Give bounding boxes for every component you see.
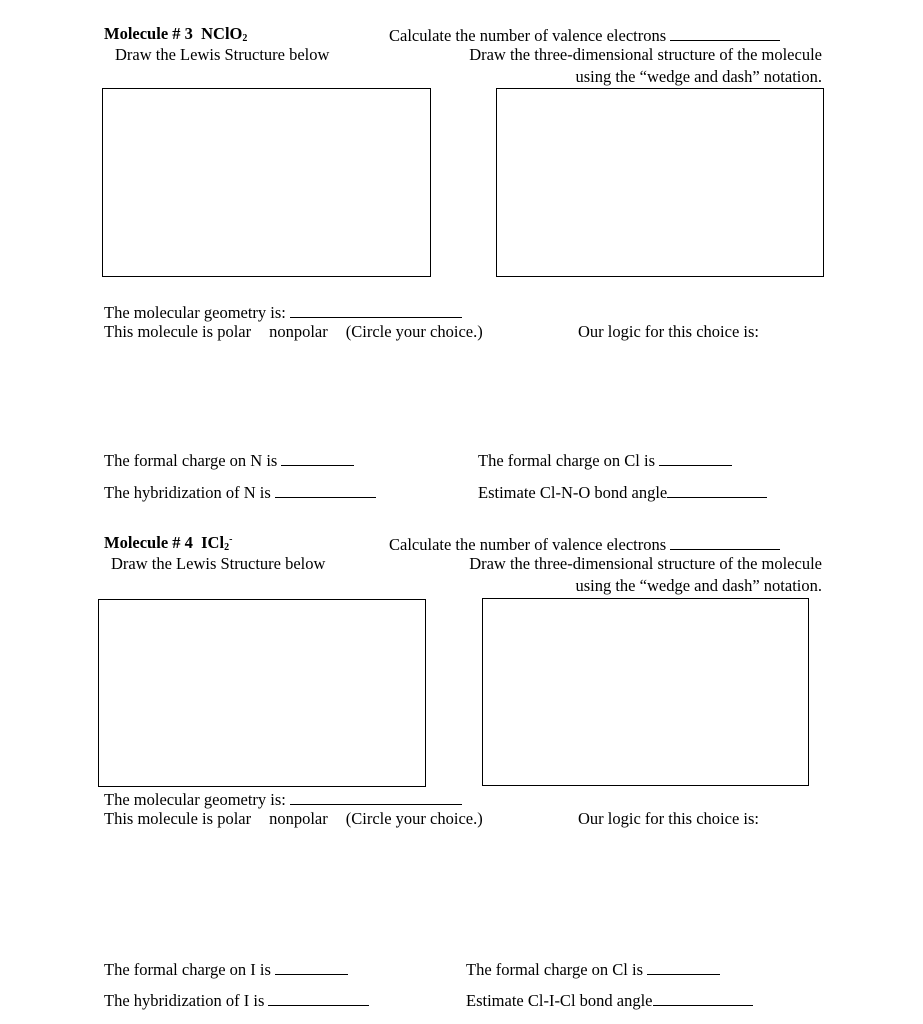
molecule3-lewis-instruction: Draw the Lewis Structure below — [115, 45, 330, 64]
molecule3-polarity-hint: (Circle your choice.) — [345, 322, 483, 341]
molecule4-formula: ICl — [201, 533, 225, 552]
molecule3-3d-instruction-line2: using the “wedge and dash” notation. — [575, 67, 822, 86]
molecule4-valence-label: Calculate the number of valence electrons — [389, 535, 667, 554]
molecule3-formal-charge-cl-blank[interactable] — [659, 451, 732, 466]
molecule4-bond-angle — [466, 991, 753, 1010]
molecule4-formal-charge-cl-blank[interactable] — [647, 960, 720, 975]
molecule4-geometry-label: The molecular geometry is: — [104, 790, 286, 809]
molecule4-valence-blank[interactable] — [670, 535, 780, 550]
molecule3-valence-label: Calculate the number of valence electrons — [389, 26, 667, 45]
molecule4-formula-charge: - — [229, 534, 233, 545]
molecule3-polarity-line — [104, 324, 483, 341]
molecule3-geometry-prompt — [104, 303, 462, 322]
molecule4-bond-angle-label: Estimate Cl-I-Cl bond angle — [466, 991, 653, 1010]
molecule4-hybridization — [104, 991, 369, 1010]
molecule3-3d-drawing-box[interactable] — [496, 88, 824, 277]
molecule4-hybridization-blank[interactable] — [268, 991, 369, 1006]
molecule3-valence-prompt — [389, 26, 780, 45]
molecule3-formal-charge-n-label: The formal charge on N is — [104, 451, 278, 470]
molecule4-lewis-drawing-box[interactable] — [98, 599, 426, 787]
molecule3-formal-charge-n-blank[interactable] — [281, 451, 354, 466]
molecule4-3d-drawing-box[interactable] — [482, 598, 809, 786]
molecule4-valence-prompt — [389, 535, 780, 554]
molecule3-logic-prompt: Our logic for this choice is: — [578, 322, 760, 341]
molecule4-polarity-line — [104, 811, 483, 828]
molecule4-3d-instruction-line2: using the “wedge and dash” notation. — [575, 576, 822, 595]
molecule4-3d-instruction-line1: Draw the three-dimensional structure of the molecule — [469, 554, 822, 573]
molecule3-valence-blank[interactable] — [670, 26, 780, 41]
molecule4-polar-option[interactable]: This molecule is polar — [104, 809, 252, 828]
molecule3-formula: NClO — [201, 24, 243, 43]
molecule3-geometry-blank[interactable] — [290, 303, 462, 318]
molecule4-heading — [104, 535, 232, 553]
molecule4-formal-charge-cl-label: The formal charge on Cl is — [466, 960, 644, 979]
molecule3-heading-label: Molecule # 3 — [104, 24, 193, 43]
molecule3-formal-charge-cl-label: The formal charge on Cl is — [478, 451, 656, 470]
molecule4-hybridization-label: The hybridization of I is — [104, 991, 265, 1010]
molecule3-lewis-drawing-box[interactable] — [102, 88, 431, 277]
molecule4-formula-subscript: 2 — [224, 542, 230, 553]
molecule4-polarity-hint: (Circle your choice.) — [345, 809, 483, 828]
molecule4-lewis-instruction: Draw the Lewis Structure below — [111, 554, 326, 573]
molecule3-hybridization-label: The hybridization of N is — [104, 483, 271, 502]
molecule3-hybridization — [104, 483, 376, 502]
molecule3-formal-charge-cl — [478, 451, 732, 470]
molecule3-formal-charge-n — [104, 451, 354, 470]
molecule4-formal-charge-i-label: The formal charge on I is — [104, 960, 271, 979]
molecule3-polar-option[interactable]: This molecule is polar — [104, 322, 252, 341]
molecule3-geometry-label: The molecular geometry is: — [104, 303, 286, 322]
molecule4-logic-prompt: Our logic for this choice is: — [578, 809, 760, 828]
molecule4-geometry-blank[interactable] — [290, 790, 462, 805]
molecule3-bond-angle-blank[interactable] — [667, 483, 767, 498]
molecule3-bond-angle — [478, 483, 767, 502]
molecule4-geometry-prompt — [104, 790, 462, 809]
molecule3-formula-subscript: 2 — [242, 33, 248, 44]
molecule3-heading — [104, 26, 247, 44]
molecule4-nonpolar-option[interactable]: nonpolar — [269, 809, 328, 828]
molecule4-formal-charge-i — [104, 960, 348, 979]
molecule3-nonpolar-option[interactable]: nonpolar — [269, 322, 328, 341]
molecule4-bond-angle-blank[interactable] — [653, 991, 753, 1006]
molecule3-3d-instruction-line1: Draw the three-dimensional structure of the molecule — [469, 45, 822, 64]
molecule4-formal-charge-cl — [466, 960, 720, 979]
molecule3-bond-angle-label: Estimate Cl-N-O bond angle — [478, 483, 668, 502]
molecule4-formal-charge-i-blank[interactable] — [275, 960, 348, 975]
molecule4-heading-label: Molecule # 4 — [104, 533, 193, 552]
molecule3-hybridization-blank[interactable] — [275, 483, 376, 498]
